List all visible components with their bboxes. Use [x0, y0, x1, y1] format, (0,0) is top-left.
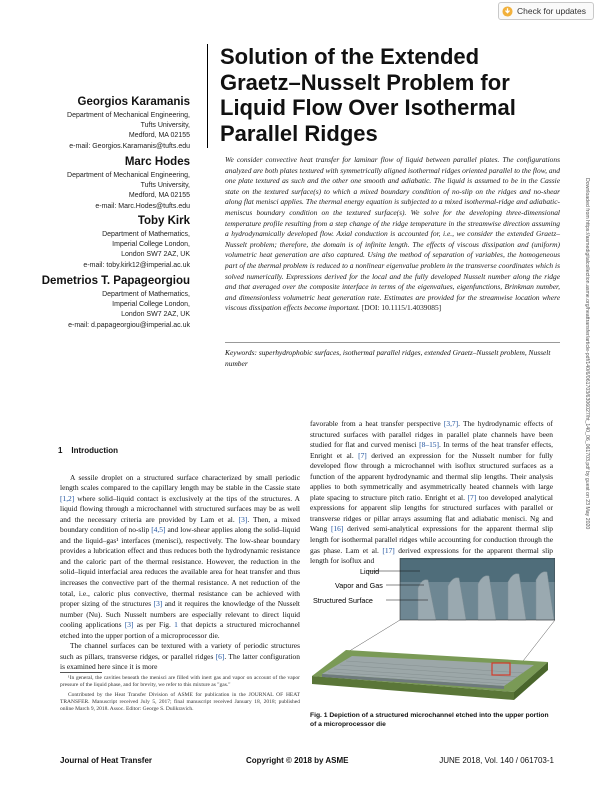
right-paragraphs [310, 419, 553, 567]
text-run: derived an expression for the Nusselt number for fully developed flow through a microchannel with isoflux structured surfaces as a function of the apparent hydrodynamic and thermal slip lengths. Their analysis applies to both symmetrically and asymmetrically heated channels with large plate spacing to structure pitch ratio. Enright et al. [310, 450, 554, 502]
citation-link[interactable]: [6] [215, 651, 225, 661]
update-label: Check for updates [517, 6, 586, 16]
footnote-contribution: Contributed by the Heat Transfer Division of ASME for publication in the JOURNAL OF HEAT TRANSFER. Manuscript received July 5, 2017; final manuscript received January 18, 2018; published online March 9, 2018. Assoc. Editor: George S. Dulikravich. [60, 691, 300, 713]
text-run: . The hydrodynamic effects of structured surfaces with parallel ridges in parallel plate channels have been studied for flat and curved menisci [310, 419, 553, 450]
left-paragraphs [60, 473, 300, 673]
footnote-gas: ¹In general, the cavities beneath the menisci are filled with inert gas and vapor on account of the vapor pressure of the liquid phase, and for brevity, we refer to this mixture as "gas." [60, 675, 300, 689]
citation-link[interactable]: [3] [238, 514, 248, 524]
citation-link[interactable]: [17] [382, 545, 395, 555]
text-run: derived expressions for the apparent thermal slip length for isoflux and [310, 545, 554, 566]
author-block [0, 215, 190, 271]
body-column-left [58, 446, 301, 673]
footnotes [60, 675, 300, 715]
text-run: . The latter configuration is examined here since it is more [60, 651, 300, 672]
check-for-updates-button[interactable] [498, 2, 594, 20]
text-run: A sessile droplet on a structured surface characterized by small periodic length scales compared to the capillary length may be stable in the Cassie state [60, 472, 300, 493]
article-title: Solution of the Extended Graetz–Nusselt Problem for Liquid Flow Over Isothermal Parallel Ridges [220, 44, 516, 146]
abstract [225, 155, 560, 314]
author-affiliation-line: Imperial College London, [112, 301, 190, 309]
figure-caption: Fig. 1 Depiction of a structured microchannel etched into the upper portion of a microprocessor die [310, 712, 549, 728]
citation-link[interactable]: [16] [330, 524, 344, 534]
title-rule [207, 44, 208, 148]
author-name: Marc Hodes [124, 156, 190, 168]
author-affiliation-line: Medford, MA 02155 [128, 192, 190, 200]
author-affiliation-line: Department of Mathematics, [102, 291, 190, 298]
fig-label-liquid: Liquid [360, 567, 380, 576]
paragraph [60, 473, 300, 642]
text-run: derived semi-analytical expressions for the apparent thermal slip length for isothermal parallel ridges while accounting for conduction through the gas phase. Lam et al. [310, 524, 553, 555]
author-affiliation-line: Department of Mechanical Engineering, [67, 172, 190, 179]
section-number: 1 [58, 446, 63, 455]
text-run: favorable from a heat transfer perspective [310, 419, 444, 428]
fig-label-surface: Structured Surface [313, 596, 373, 605]
fig-chip [312, 650, 548, 700]
fig-label-vapor: Vapor and Gas [335, 581, 383, 590]
text-run: that depicts a structured microchannel etched into the upper portion of a microprocessor die. [60, 620, 300, 640]
footer-journal: Journal of Heat Transfer [60, 756, 153, 765]
text-run: and it requires the knowledge of the Nusselt number (Nu). Such Nusselt numbers are especially relevant to direct liquid cooling applications [60, 599, 301, 630]
text-run: and low-shear applies along the solid–liquid and the liquid–gas¹ interfaces (menisci), respectively. The low-shear boundary provides a lubrication effect and thus reduces both the hydrodynamic resistance and the caloric part of the thermal resistance. However, the reduction in the solid–liquid interfacial area reduces the available area for heat transfer and thus increases the convective part of the thermal resistance. A net reduction of the total, i.e., caloric plus convective, thermal resistance can be achieved with proper sizing of the structures [60, 525, 300, 609]
author-block [0, 96, 190, 152]
download-watermark: Downloaded from https://asmedigitalcollection.asme.org/heattransfer/article-pdf/140/6/061703/6306027/ht_140_06_061703.pdf by guest on 23 May 2020 [584, 178, 590, 530]
fig-liquid-region [400, 558, 555, 582]
paragraph [310, 419, 553, 567]
footer-pageinfo: JUNE 2018, Vol. 140 / 061703-1 [439, 756, 554, 765]
author-email[interactable]: e-mail: Marc.Hodes@tufts.edu [95, 202, 190, 210]
author-block [0, 275, 190, 331]
footnote-rule [60, 672, 102, 673]
keywords-label: Keywords: [225, 348, 257, 357]
footer-copyright: Copyright © 2018 by ASME [246, 756, 349, 765]
section-heading [58, 446, 300, 457]
abstract-divider [225, 342, 560, 343]
body-column-right [310, 419, 553, 567]
citation-link[interactable]: [3,7] [443, 419, 459, 428]
author-email[interactable]: e-mail: Georgios.Karamanis@tufts.edu [69, 142, 190, 150]
author-affiliation-line: Tufts University, [140, 122, 190, 130]
author-affiliation-line: London SW7 2AZ, UK [121, 311, 190, 319]
author-name: Georgios Karamanis [77, 96, 190, 108]
author-affiliation-line: London SW7 2AZ, UK [121, 251, 190, 259]
keywords [225, 348, 560, 369]
citation-link[interactable]: [7] [467, 492, 477, 502]
citation-link[interactable]: [1,2] [60, 493, 75, 503]
citation-link[interactable]: [4,5] [151, 525, 166, 535]
author-affiliation-line: Medford, MA 02155 [128, 132, 190, 140]
text-run: too developed analytical expressions for apparent slip lengths for structured surfaces with parallel or transverse ridges or pillar arrays assuming flat and adiabatic menisci. Ng and Wang [310, 492, 553, 534]
abstract-text: We consider convective heat transfer for laminar flow of liquid between parallel plates. The configurations analyzed are both plates textured with symmetrically aligned isothermal ridges oriented parallel to the flow, and one plate textured as such and the other one smooth and adiabatic. The liquid is assumed to be in the Cassie state on the textured surface(s) to which a mixed boundary condition of no-slip on the ridges and no-shear along flat menisci applies. The thermal energy equation is subjected to a mixed isothermal-ridge and adiabatic-meniscus boundary condition on the textured surface(s). We solve for the developing three-dimensional temperature profile resulting from a step change of the ridge temperature in the streamwise direction assuming a hydrodynamically developed flow. Axial conduction is accounted for, i.e., we consider the extended Graetz–Nusselt problem; therefore, the domain is of infinite length. The effects of viscous dissipation and (uniform) volumetric heat generation are also captured. Using the method of separation of variables, the homogeneous part of the thermal problem is reduced to a nonlinear eigenvalue problem in the transverse coordinates which is solved numerically. Expressions derived for the local and the fully developed Nusselt number along the ridge and that averaged over the composite interface in terms of the eigenvalues, eigenfunctions, Brinkman number, and dimensionless volumetric heat generation rate. Estimates are provided for the streamwise location where viscous dissipation effects become important. [225, 155, 560, 313]
paragraph [60, 641, 300, 673]
update-icon [502, 6, 513, 17]
text-run: The channel surfaces can be textured with a variety of periodic structures such as pillars, transverse ridges, or parallel ridges [60, 641, 300, 661]
author-email[interactable]: e-mail: d.papageorgiou@imperial.ac.uk [68, 321, 190, 329]
author-email[interactable]: e-mail: toby.kirk12@imperial.ac.uk [83, 261, 190, 269]
author-name: Demetrios T. Papageorgiou [41, 275, 190, 287]
author-affiliation-line: Tufts University, [140, 182, 190, 190]
section-title: Introduction [71, 446, 118, 455]
page-footer [60, 756, 554, 770]
author-affiliation-line: Imperial College London, [112, 241, 190, 249]
text-run: . In terms of the heat transfer effects, Enright et al. [310, 440, 553, 460]
text-run: where solid–liquid contact is exclusively at the tips of the structures. A liquid flowing through a microchannel with structured surfaces may be as well and the necessary criteria are provided by Lam et al. [60, 493, 300, 524]
author-affiliation-line: Department of Mechanical Engineering, [67, 112, 190, 119]
doi-link[interactable]: [DOI: 10.1115/1.4039085] [361, 303, 442, 313]
author-block [0, 156, 190, 212]
citation-link[interactable]: [7] [358, 450, 367, 460]
citation-link[interactable]: [8–15] [419, 440, 439, 450]
text-run: . Then, a mixed boundary condition of no-slip [60, 514, 301, 535]
citation-link[interactable]: [3] [153, 599, 163, 609]
author-affiliation-line: Department of Mathematics, [102, 231, 190, 238]
text-run: as per Fig. [133, 620, 175, 630]
author-name: Toby Kirk [137, 215, 190, 227]
keywords-text: superhydrophobic surfaces, isothermal parallel ridges, extended Graetz–Nusselt problem, Nusselt number [225, 348, 551, 368]
citation-link[interactable]: 1 [174, 620, 178, 630]
citation-link[interactable]: [3] [124, 620, 134, 630]
figure-microchannel [308, 558, 555, 708]
